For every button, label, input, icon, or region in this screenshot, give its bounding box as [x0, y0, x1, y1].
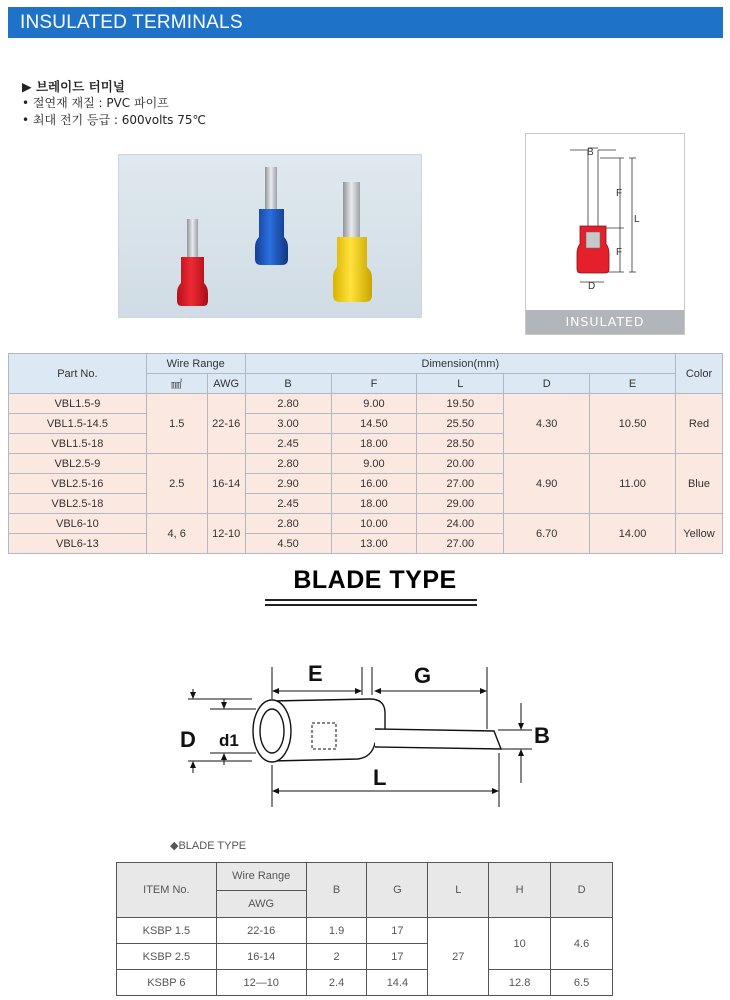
schematic-dim-l: L [634, 214, 640, 225]
col-f: F [331, 374, 417, 394]
table-cell: 11.00 [590, 454, 676, 514]
title-underline-top [265, 599, 477, 601]
col-color: Color [675, 354, 722, 394]
terminals-illustration [119, 155, 421, 317]
col-e: E [590, 374, 676, 394]
diagram-label-d1: d1 [219, 731, 239, 750]
table-cell: VBL1.5-14.5 [9, 414, 147, 434]
table-cell: 2.4 [306, 970, 367, 996]
table-cell: Blue [675, 454, 722, 514]
table-cell: 2.80 [245, 454, 331, 474]
schematic-drawing [526, 134, 684, 310]
table-cell: 14.00 [590, 514, 676, 554]
table-cell: VBL2.5-16 [9, 474, 147, 494]
vbl-spec-table [8, 353, 723, 554]
red-terminal-sleeve [177, 257, 208, 306]
table-cell: VBL6-10 [9, 514, 147, 534]
table-cell: 2.90 [245, 474, 331, 494]
col-wire-range: Wire Range [146, 354, 245, 374]
ksbp-spec-table [116, 862, 613, 996]
table-cell: 13.00 [331, 534, 417, 554]
table-cell: VBL1.5-18 [9, 434, 147, 454]
table-cell: 12—10 [216, 970, 306, 996]
table-cell: 18.00 [331, 434, 417, 454]
table-row [117, 863, 613, 891]
intro-heading: ▶ 브레이드 터미널 [22, 79, 125, 94]
col-awg: AWG [216, 890, 306, 918]
col-b: B [245, 374, 331, 394]
table-cell: 9.00 [331, 394, 417, 414]
blade-type-title: BLADE TYPE [293, 566, 457, 594]
diagram-label-d: D [180, 727, 196, 752]
table-cell: VBL1.5-9 [9, 394, 147, 414]
table-cell: 12-10 [207, 514, 245, 554]
table-cell: 20.00 [417, 454, 504, 474]
table-row [9, 514, 723, 534]
table-cell: 4.50 [245, 534, 331, 554]
col-dimension: Dimension(mm) [245, 354, 675, 374]
schematic-label: INSULATED [526, 310, 684, 334]
table-cell: KSBP 2.5 [117, 944, 217, 970]
table-cell: VBL6-13 [9, 534, 147, 554]
table-cell: 1.5 [146, 394, 207, 454]
table-row [9, 354, 723, 374]
table-cell: 22-16 [216, 918, 306, 944]
table-cell: Yellow [675, 514, 722, 554]
table-row [117, 970, 613, 996]
table-cell: 9.00 [331, 454, 417, 474]
table-cell: 10 [489, 918, 551, 970]
schematic-dim-f1: F [616, 188, 623, 199]
table-cell: 17 [367, 918, 428, 944]
table-cell: 14.50 [331, 414, 417, 434]
table-cell: 3.00 [245, 414, 331, 434]
table-cell: 2.5 [146, 454, 207, 514]
table-cell: 6.5 [551, 970, 613, 996]
blue-terminal-sleeve [255, 209, 288, 265]
table-cell: 18.00 [331, 494, 417, 514]
diagram-label-b: B [534, 723, 550, 748]
table-cell: 24.00 [417, 514, 504, 534]
product-photo [118, 154, 422, 318]
table-cell: 6.70 [504, 514, 590, 554]
page-title-bar [8, 7, 723, 38]
table-cell: 16.00 [331, 474, 417, 494]
table-cell: 12.8 [489, 970, 551, 996]
col-mm2: ㎟ [146, 374, 207, 394]
table-cell: 27.00 [417, 474, 504, 494]
table-cell: 2.80 [245, 394, 331, 414]
table-cell: VBL2.5-9 [9, 454, 147, 474]
table-cell: 17 [367, 944, 428, 970]
col-d: D [504, 374, 590, 394]
table-cell: 4.6 [551, 918, 613, 970]
intro-line-rating: • 최대 전기 등급 : 600volts 75℃ [22, 113, 206, 127]
col-g: G [367, 863, 428, 918]
table-cell: 28.50 [417, 434, 504, 454]
schematic-dim-d: D [588, 281, 596, 292]
col-item-no: ITEM No. [117, 863, 217, 918]
table-cell: 29.00 [417, 494, 504, 514]
blade-table-caption: ◆BLADE TYPE [170, 840, 247, 852]
table-cell: 4.90 [504, 454, 590, 514]
table-cell: 14.4 [367, 970, 428, 996]
table-cell: VBL2.5-18 [9, 494, 147, 514]
intro-text [22, 78, 206, 129]
table-cell: KSBP 6 [117, 970, 217, 996]
table-cell: Red [675, 394, 722, 454]
page-title: INSULATED TERMINALS [20, 12, 243, 33]
table-cell: 25.50 [417, 414, 504, 434]
table-row [9, 454, 723, 474]
schematic-dim-b: B [587, 147, 594, 158]
table-cell: 10.50 [590, 394, 676, 454]
table-cell: 16-14 [216, 944, 306, 970]
table-cell: 2 [306, 944, 367, 970]
title-underline-bottom [265, 604, 477, 606]
table-cell: 27 [428, 918, 489, 996]
table-cell: 4, 6 [146, 514, 207, 554]
col-part-no: Part No. [9, 354, 147, 394]
schematic-dim-f2: F [616, 247, 623, 258]
col-h: H [489, 863, 551, 918]
table-cell: 2.45 [245, 494, 331, 514]
intro-line-material: • 절연재 재질 : PVC 파이프 [22, 96, 169, 110]
table-cell: 10.00 [331, 514, 417, 534]
yellow-terminal-blade [343, 182, 360, 242]
table-cell: 22-16 [207, 394, 245, 454]
table-cell: 2.45 [245, 434, 331, 454]
col-l: L [428, 863, 489, 918]
table-cell: 2.80 [245, 514, 331, 534]
table-cell: 19.50 [417, 394, 504, 414]
col-awg: AWG [207, 374, 245, 394]
table-cell: 4.30 [504, 394, 590, 454]
table-cell: KSBP 1.5 [117, 918, 217, 944]
col-b: B [306, 863, 367, 918]
table-row [9, 394, 723, 414]
col-wire-range: Wire Range [216, 863, 306, 891]
diagram-label-g: G [414, 663, 432, 688]
col-l: L [417, 374, 504, 394]
table-cell: 16-14 [207, 454, 245, 514]
diagram-label-l: L [373, 765, 387, 790]
yellow-terminal-sleeve [333, 237, 372, 302]
table-cell: 27.00 [417, 534, 504, 554]
diagram-label-e: E [308, 661, 323, 686]
col-d: D [551, 863, 613, 918]
insulated-schematic [525, 133, 685, 335]
table-row [117, 918, 613, 944]
blade-terminal-diagram [180, 655, 560, 815]
table-cell: 1.9 [306, 918, 367, 944]
